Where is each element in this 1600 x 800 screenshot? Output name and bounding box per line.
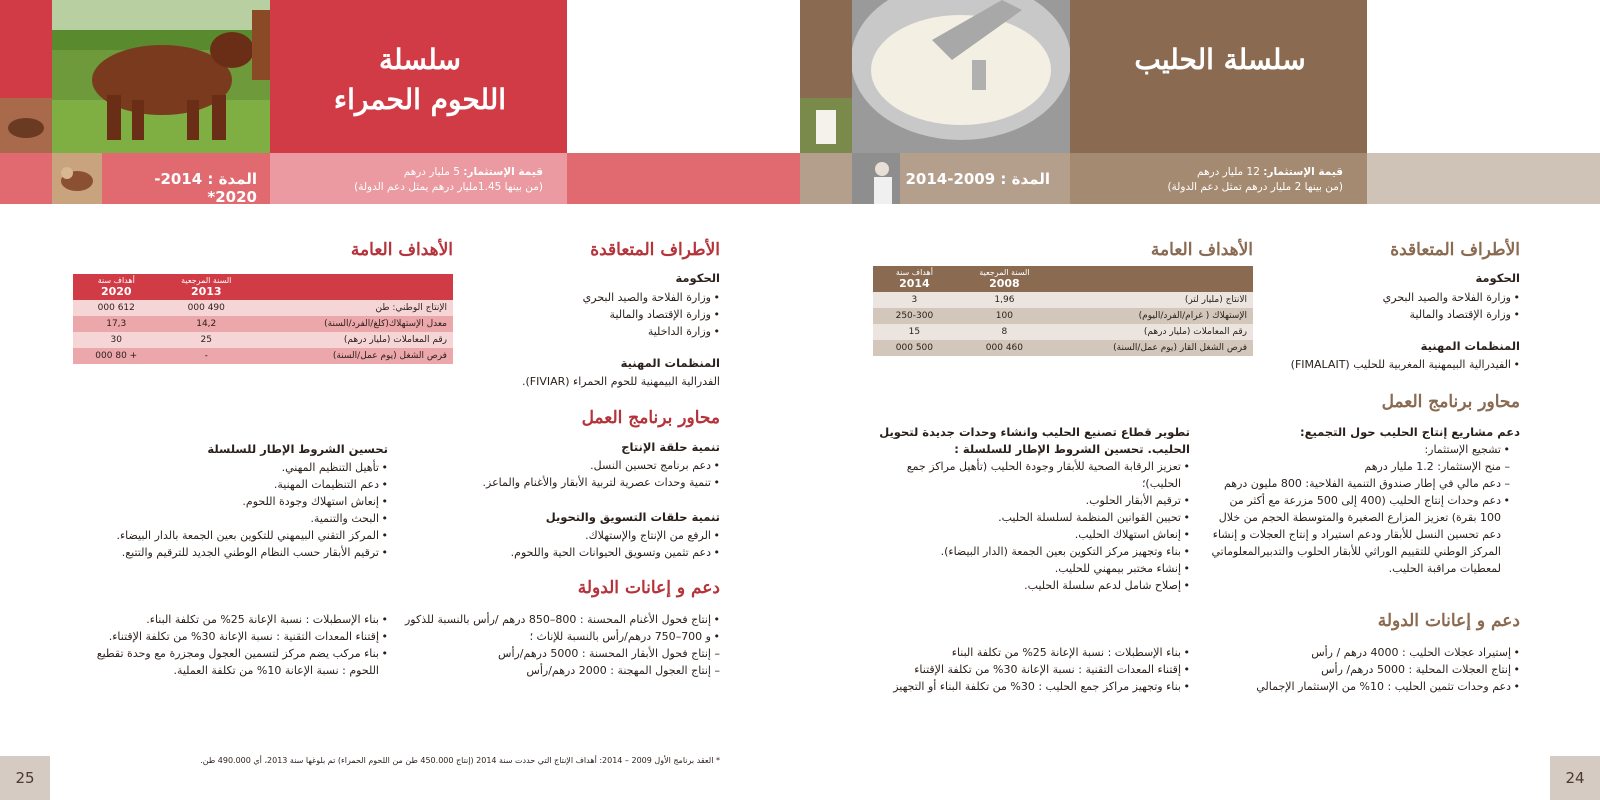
left-gov-label: الحكومة [675, 271, 720, 285]
left-gov-list [480, 289, 720, 340]
left-support-a-list [400, 611, 720, 679]
milk-vat-photo [852, 0, 1070, 153]
list-item: • دعم وحدات إنتاج الحليب (400 إلى 500 مزرعة مع أكثر من 100 بقرة) تعزيز المزارع الصغيرة والمتوسطة الحجم من خلال دعم تحسين النسل للأبقار ودعم استيراد و إنتاج العجلات و إنشاء المركز الوطني للتقييم الوراثي للأبقار الحلوب والتدبيرالمعلوماتي لمعطيات مراقبة الحليب. [1210, 492, 1510, 577]
table-row: معدل الإستهلاك(كلغ/الفرد/السنة) 14,2 17,3 [73, 316, 453, 332]
right-program-a-title: دعم مشاريع إنتاج الحليب حول التجميع: [1300, 425, 1520, 439]
left-investment-info [290, 165, 543, 195]
left-gov-item: • وزارة الفلاحة والصيد البحري [480, 289, 720, 306]
right-duration-label: المدة : [1000, 170, 1050, 188]
left-title-line2: اللحوم الحمراء [333, 83, 507, 116]
left-investment-value: 5 مليار درهم [403, 166, 464, 178]
right-program-b-list [875, 458, 1190, 594]
left-goals-header-target: أهداف سنة 2020 [97, 276, 135, 298]
right-program-b-title: تطوير قطاع تصنيع الحليب وانشاء وحدات جديدة لتحويل الحليب. تحسين الشروط الإطار للسلسلة : [879, 425, 1190, 456]
right-support-b-list [870, 644, 1190, 695]
right-program-title: محاور برنامج العمل [1381, 392, 1520, 412]
right-investment-value: 12 مليار درهم [1197, 166, 1264, 178]
right-duration [905, 170, 1050, 188]
list-item: • إقتناء المعدات التقنية : نسبة الإعانة 30% من تكلفة الإقتناء. [75, 628, 388, 645]
left-org-label: المنظمات المهنية [620, 356, 720, 370]
left-investment-note: (من بينها 1.45مليار درهم يمثل دعم الدولة) [354, 181, 543, 193]
list-item: • إصلاح شامل لدعم سلسلة الحليب. [875, 577, 1190, 594]
left-partners-title: الأطراف المتعاقدة [590, 240, 720, 260]
list-item: • بناء وتجهيز مراكز جمع الحليب : 30% من تكلفة البناء أو التجهيز [870, 678, 1190, 695]
table-row: فرص الشغل القار (يوم عمل/السنة) 460 000 500 000 [873, 340, 1253, 356]
list-item: • بناء الإسطبلات : نسبة الإعانة 25% من تكلفة البناء. [75, 611, 388, 628]
right-gov-item: • وزارة الفلاحة والصيد البحري [1280, 289, 1520, 306]
left-duration [112, 170, 257, 206]
right-page-number: 24 [1550, 756, 1600, 800]
list-item: • دعم التنظيمات المهنية. [90, 476, 388, 493]
right-goals-header-target: أهداف سنة 2014 [895, 268, 933, 290]
right-org-list [1250, 356, 1520, 373]
right-goals-header-ref: السنة المرجعية 2008 [979, 268, 1030, 290]
list-item: • و 700–750 درهم/رأس بالنسبة للإناث ؛ [400, 628, 720, 645]
left-gov-item: • وزارة الداخلية [480, 323, 720, 340]
table-row: فرص الشغل (يوم عمل/السنة) - + 80 000 [73, 348, 453, 364]
table-row: الإنتاج الوطني: طن 490 000 612 000 [73, 300, 453, 316]
list-item: – دعم مالي في إطار صندوق التنمية الفلاحية: 800 مليون درهم [1210, 475, 1510, 492]
left-duration-label: المدة : [207, 170, 257, 188]
table-row: رقم المعاملات (مليار درهم) 25 30 [73, 332, 453, 348]
list-item: • تحيين القوانين المنظمة لسلسلة الحليب. [875, 509, 1190, 526]
cow-photo [52, 0, 270, 153]
left-title-line1: سلسلة [379, 43, 461, 76]
right-investment-info [1090, 165, 1343, 195]
right-goals-table [873, 266, 1253, 356]
left-goals-title: الأهداف العامة [350, 240, 453, 260]
right-gov-item: • وزارة الإقتصاد والمالية [1280, 306, 1520, 323]
list-item: – إنتاج العجول المهجنة : 2000 درهم/رأس [400, 662, 720, 679]
list-item: • ترقيم الأبقار الحلوب. [875, 492, 1190, 509]
milk-glass-photo [800, 98, 852, 153]
left-goals-header-label [253, 274, 453, 300]
left-footnote: * العقد برنامج الأول 2009 – 2014: أهداف الإنتاج التي حددت سنة 2014 (إنتاج 450.000 طن من اللحوم الحمراء) تم بلوغها سنة 2013، أي 490.000 طن. [200, 756, 720, 765]
right-header-title: سلسلة الحليب [1134, 43, 1306, 76]
left-program-c-list [90, 459, 388, 561]
left-support-title: دعم و إعانات الدولة [577, 578, 720, 598]
list-item: • إستيراد عجلات الحليب : 4000 درهم / رأس [1220, 644, 1520, 661]
left-program-c-title: تحسين الشروط الإطار للسلسلة [207, 442, 388, 456]
right-header-pale-box [1367, 153, 1600, 204]
right-investment-note: (من بينها 2 مليار درهم تمثل دعم الدولة) [1167, 181, 1343, 193]
list-item: • دعم تثمين وتسويق الحيوانات الحية واللحوم. [460, 544, 720, 561]
list-item: • تعزيز الرقابة الصحية للأبقار وجودة الحليب (تأهيل مراكز جمع الحليب)؛ [875, 458, 1190, 492]
right-gov-label: الحكومة [1475, 271, 1520, 285]
list-item: • بناء الإسطبلات : نسبة الإعانة 25% من تكلفة البناء [870, 644, 1190, 661]
right-support-a-list [1220, 644, 1520, 695]
list-item: • البحث والتنمية. [90, 510, 388, 527]
dairy-worker-photo [852, 153, 900, 204]
list-item: • دعم وحدات تثمين الحليب : 10% من الإستثمار الإجمالي [1220, 678, 1520, 695]
list-item: • تنمية وحدات عصرية لتربية الأبقار والأغنام والماعز. [440, 474, 720, 491]
right-partners-title: الأطراف المتعاقدة [1390, 240, 1520, 260]
list-item: • دعم برنامج تحسين النسل. [440, 457, 720, 474]
list-item: • ترقيم الأبقار حسب النظام الوطني الجديد للترقيم والتتبع. [90, 544, 388, 561]
table-row: الانتاج (مليار لتر) 1,96 3 [873, 292, 1253, 308]
list-item: • تأهيل التنظيم المهني. [90, 459, 388, 476]
list-item: • إقتناء المعدات التقنية : نسبة الإعانة 30% من تكلفة الإقتناء [870, 661, 1190, 678]
left-org-text: الفدرالية البيمهنية للحوم الحمراء (FIVIAR). [521, 375, 720, 388]
right-org-label: المنظمات المهنية [1420, 339, 1520, 353]
right-investment-label: قيمة الإستثمار: [1263, 166, 1343, 178]
list-item: – إنتاج فحول الأبقار المحسنة : 5000 درهم/رأس [400, 645, 720, 662]
list-item: • إنشاء مختبر بيمهني للحليب. [875, 560, 1190, 577]
left-program-b-list [460, 527, 720, 561]
table-row: الإستهلاك ( غرام/الفرد/اليوم) 100 250-300 [873, 308, 1253, 324]
left-investment-label: قيمة الإستثمار: [463, 166, 543, 178]
left-program-a-title: تنمية حلقة الإنتاج [621, 440, 720, 454]
list-item: • إنتاج فحول الأغنام المحسنة : 800–850 درهم /رأس بالنسبة للذكور [400, 611, 720, 628]
right-org-item: • الفيدرالية البيمهنية المغربية للحليب (FIMALAIT) [1250, 356, 1520, 373]
calf-photo [52, 153, 102, 204]
list-item: • إنتاج العجلات المحلية : 5000 درهم/ رأس [1220, 661, 1520, 678]
right-gov-list [1280, 289, 1520, 323]
right-program-a-list [1210, 441, 1510, 577]
list-item: • الرفع من الإنتاج والإستهلاك. [460, 527, 720, 544]
right-support-title: دعم و إعانات الدولة [1377, 611, 1520, 631]
right-goals-title: الأهداف العامة [1150, 240, 1253, 260]
left-program-b-title: تنمية حلقات التسويق والتحويل [545, 510, 720, 524]
left-program-a-list [440, 457, 720, 491]
left-duration-value: 2014-2020* [154, 170, 257, 206]
calves-photo [0, 98, 52, 153]
left-page-number: 25 [0, 756, 50, 800]
left-program-title: محاور برنامج العمل [581, 408, 720, 428]
right-duration-value: 2009-2014 [905, 170, 1001, 188]
left-header-title [290, 40, 550, 120]
left-support-b-list [75, 611, 388, 679]
list-item: • بناء مركب يضم مركز لتسمين العجول ومجزرة مع وحدة تقطيع اللحوم : نسبة الإعانة 10% من تكلفة العملية. [75, 645, 388, 679]
right-goals-header-label [1053, 266, 1253, 292]
list-item: • بناء وتجهيز مركز التكوين بعين الجمعة (الدار البيضاء). [875, 543, 1190, 560]
list-item: – منح الإستثمار: 1.2 مليار درهم [1210, 458, 1510, 475]
table-row: رقم المعاملات (مليار درهم) 8 15 [873, 324, 1253, 340]
list-item: • تشجيع الإستثمار: [1210, 441, 1510, 458]
list-item: • إنعاش استهلاك وجودة اللحوم. [90, 493, 388, 510]
list-item: • المركز التقني البيمهني للتكوين بعين الجمعة بالدار البيضاء. [90, 527, 388, 544]
left-gov-item: • وزارة الإقتصاد والمالية [480, 306, 720, 323]
left-goals-header-ref: السنة المرجعية 2013 [181, 276, 232, 298]
list-item: • إنعاش استهلاك الحليب. [875, 526, 1190, 543]
left-goals-table [73, 274, 453, 364]
